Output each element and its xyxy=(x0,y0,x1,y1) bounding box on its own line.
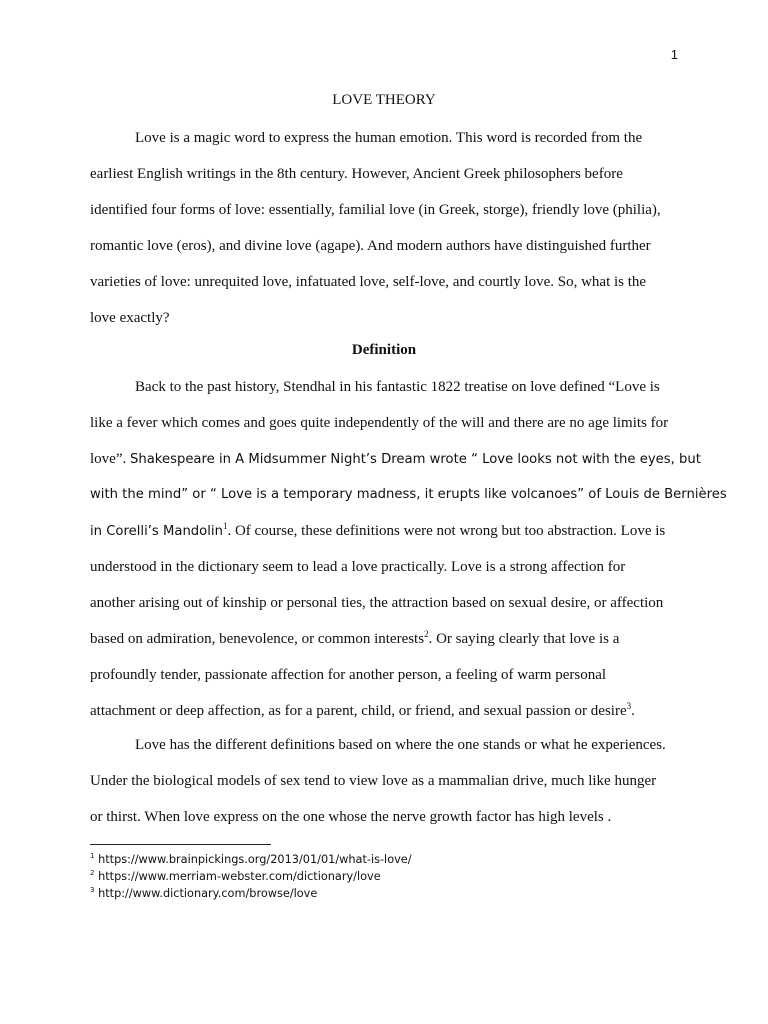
text-segment: . xyxy=(631,703,635,719)
text-line: another arising out of kinship or personal ties, the attraction based on sexual desire, or affection xyxy=(90,595,664,611)
footnote-link[interactable]: https://www.merriam-webster.com/dictionary/love xyxy=(98,870,381,883)
footnote-ref[interactable]: 3 xyxy=(626,701,632,711)
text-line: romantic love (eros), and divine love (agape). And modern authors have distinguished further xyxy=(90,238,651,254)
footnote-number: 3 xyxy=(90,886,95,895)
footnote-ref[interactable]: 1 xyxy=(222,521,228,531)
shakespeare-quote: Shakespeare in A Midsummer Night’s Dream wrote “ Love looks not with the eyes, but xyxy=(129,452,701,467)
footnote-link[interactable]: https://www.brainpickings.org/2013/01/01/what-is-love/ xyxy=(98,853,412,866)
text-line xyxy=(90,621,680,657)
text-line: profoundly tender, passionate affection for another person, a feeling of warm personal xyxy=(90,667,607,683)
footnote-link[interactable]: http://www.dictionary.com/browse/love xyxy=(98,887,318,900)
footnote-item xyxy=(90,885,412,902)
text-line: with the mind” or “ Love is a temporary madness, it erupts like volcanoes” of Louis de Bernières xyxy=(90,487,727,502)
footnote-number: 1 xyxy=(90,852,95,861)
definition-paragraph xyxy=(90,369,727,729)
text-line: identified four forms of love: essentially, familial love (in Greek, storge), friendly love (philia), xyxy=(90,202,661,218)
text-line: like a fever which comes and goes quite independently of the will and there are no age limits for xyxy=(90,415,669,431)
text-line: understood in the dictionary seem to lead a love practically. Love is a strong affection for xyxy=(90,559,626,575)
text-segment: attachment or deep affection, as for a parent, child, or friend, and sexual passion or desire xyxy=(90,703,627,719)
section-heading-definition: Definition xyxy=(351,342,417,358)
text-line: Under the biological models of sex tend to view love as a mammalian drive, much like hunger xyxy=(90,773,657,789)
text-line: earliest English writings in the 8th century. However, Ancient Greek philosophers before xyxy=(90,166,623,182)
book-title-text: in Corelli’s Mandolin xyxy=(90,524,223,539)
intro-paragraph xyxy=(90,120,680,336)
text-segment: . Of course, these definitions were not wrong but too abstraction. Love is xyxy=(227,523,666,539)
text-segment: . Or saying clearly that love is a xyxy=(428,631,620,647)
text-line: love exactly? xyxy=(90,310,170,326)
footnotes xyxy=(90,851,412,902)
footnote-item xyxy=(90,868,412,885)
page-title: LOVE THEORY xyxy=(332,92,436,108)
footnote-separator xyxy=(90,844,271,845)
text-line: Love has the different definitions based on where the one stands or what he experiences. xyxy=(135,737,666,753)
page-number: 1 xyxy=(670,47,678,62)
text-segment: based on admiration, benevolence, or common interests xyxy=(90,631,425,647)
text-line: or thirst. When love express on the one whose the nerve growth factor has high levels . xyxy=(90,809,612,825)
quote-end-text: love”. xyxy=(90,451,127,467)
text-line xyxy=(90,441,701,477)
text-line: Love is a magic word to express the human emotion. This word is recorded from the xyxy=(135,130,643,146)
text-line xyxy=(90,693,680,729)
biology-paragraph xyxy=(90,727,680,835)
footnote-ref[interactable]: 2 xyxy=(424,629,429,639)
text-line: Back to the past history, Stendhal in his fantastic 1822 treatise on love defined “Love is xyxy=(135,379,660,395)
text-line xyxy=(90,513,680,549)
footnote-item xyxy=(90,851,412,868)
text-line: varieties of love: unrequited love, infatuated love, self-love, and courtly love. So, what is the xyxy=(90,274,647,290)
footnote-number: 2 xyxy=(90,869,95,878)
